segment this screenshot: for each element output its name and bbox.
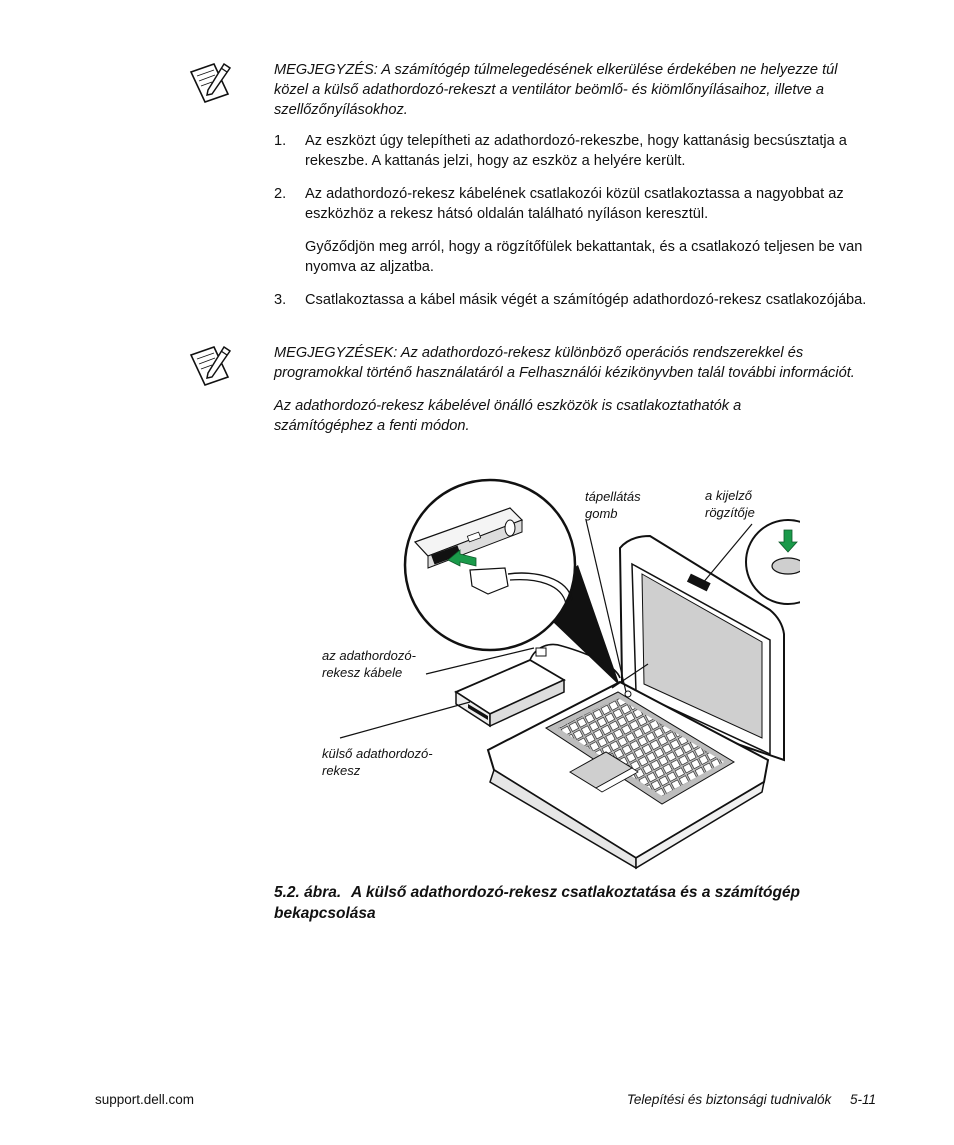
leader-line <box>340 702 470 738</box>
figure-caption <box>274 882 894 924</box>
label-display-latch: a kijelző rögzítője <box>705 488 755 520</box>
note-1-text: MEGJEGYZÉS: A számítógép túlmelegedésének elkerülése érdekében ne helyezze túl közel a külső adathordozó-rekeszt a ventilátor beömlő- és kiömlőnyílásaihoz, illetve a szellőzőnyílásokhoz. <box>274 62 838 118</box>
step-text: Az eszközt úgy telepítheti az adathordozó-rekeszbe, hogy kattanásig becsúsztatja a rekeszbe. A kattanás jelzi, hogy az eszköz a helyére került. <box>305 133 847 169</box>
step-number: 1. <box>274 133 287 149</box>
label-power-button: tápellátás gomb <box>585 489 641 521</box>
step-text: Győződjön meg arról, hogy a rögzítőfülek bekattantak, és a csatlakozó teljesen be van nyomva az aljzatba. <box>305 239 863 275</box>
note-2 <box>274 343 874 436</box>
caption-text: A külső adathordozó-rekesz csatlakoztatása és a számítógép bekapcsolása <box>274 884 801 922</box>
leader-line <box>702 524 752 584</box>
note-1 <box>274 60 874 120</box>
note-2-text-extra: Az adathordozó-rekesz kábelével önálló eszközök is csatlakoztathatók a számítógéphez a fenti módon. <box>274 398 742 434</box>
label-bay-cable: az adathordozó-rekesz kábele <box>322 648 416 680</box>
step-number: 3. <box>274 292 287 308</box>
step-text: Csatlakoztassa a kábel másik végét a számítógép adathordozó-rekesz csatlakozójába. <box>305 292 867 308</box>
step-number: 2. <box>274 186 287 202</box>
step-3 <box>274 290 874 310</box>
caption-label: 5.2. ábra. <box>274 884 342 901</box>
footer-website: support.dell.com <box>95 1092 195 1107</box>
step-1 <box>274 131 874 171</box>
footer-page-info: Telepítési és biztonsági tudnivalók 5-11 <box>626 1092 876 1107</box>
note-pencil-icon <box>188 343 234 389</box>
note-pencil-icon <box>188 60 234 106</box>
note-2-text: MEGJEGYZÉSEK: Az adathordozó-rekesz különböző operációs rendszerekkel és programokkal történő használatáról a Felhasználói kézikönyvben talál további információt. <box>274 345 855 381</box>
step-text: Az adathordozó-rekesz kábelének csatlakozói közül csatlakoztassa a nagyobbat az eszközhöz a rekesz hátsó oldalán található nyíláson keresztül. <box>305 186 844 222</box>
label-external-bay: külső adathordozó-rekesz <box>322 746 433 778</box>
step-2 <box>274 184 874 277</box>
